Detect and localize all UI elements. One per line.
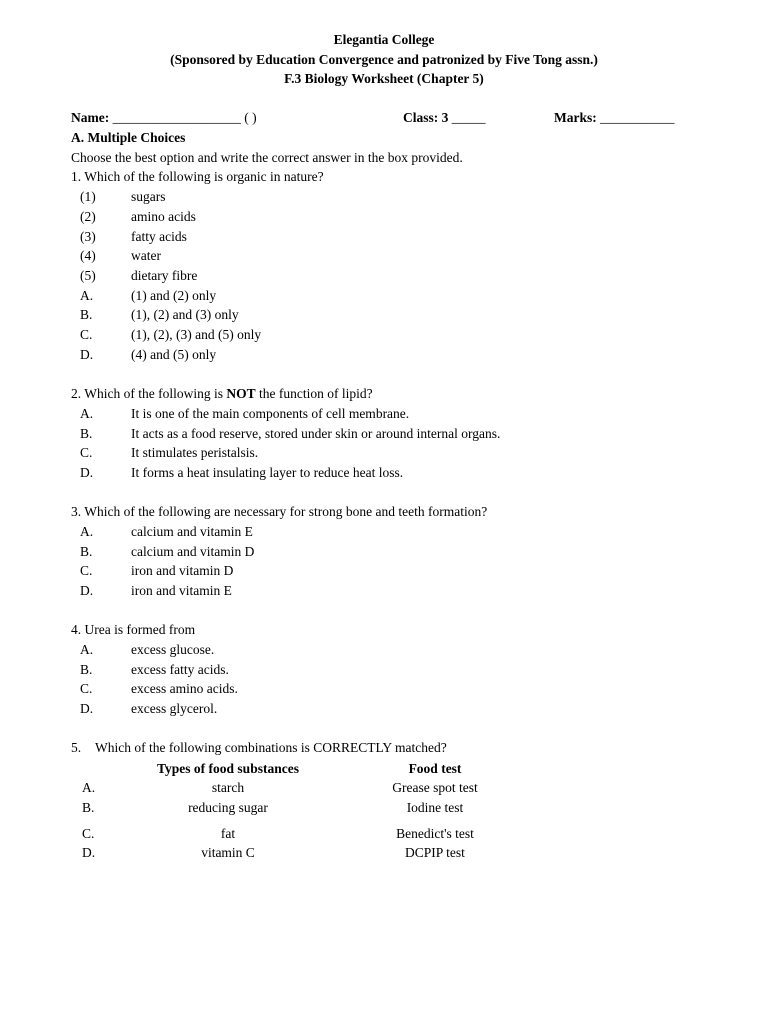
q1-item-text: water [131,248,161,263]
q1-item-text: amino acids [131,209,196,224]
q1-item-text: dietary fibre [131,268,198,283]
q2-option-text: It is one of the main components of cell membrane. [131,406,410,421]
q1-option-mark: B. [80,307,93,322]
q3-option-mark: A. [80,524,94,539]
section-title: A. Multiple Choices [71,130,186,145]
q2-option-mark: C. [80,445,93,460]
name-field [71,111,257,125]
q3-option-text: calcium and vitamin D [131,544,255,559]
class-blank: _____ [451,110,486,125]
q5-row-mark: A. [82,780,96,795]
worksheet-title: F.3 Biology Worksheet (Chapter 5) [284,71,484,86]
q3-option-text: calcium and vitamin E [131,524,253,539]
q2-stem-post: the function of lipid? [255,386,373,401]
name-blank: ___________________ ( ) [112,110,257,125]
q4-option-text: excess glucose. [131,642,215,657]
q5-row-test: Benedict's test [396,826,474,841]
q1-option-text: (1), (2) and (3) only [131,307,239,322]
marks-label: Marks: [554,110,597,125]
section-instruction: Choose the best option and write the correct answer in the box provided. [71,150,463,165]
q3-stem: 3. Which of the following are necessary for strong bone and teeth formation? [71,504,488,519]
class-label: Class: 3 [403,110,449,125]
q5-row-mark: C. [82,826,95,841]
q5-row-mark: D. [82,845,96,860]
q1-item-mark: (5) [80,268,96,283]
q3-option-mark: C. [80,563,93,578]
q2-option-text: It forms a heat insulating layer to reduce heat loss. [131,465,404,480]
q5-row-test: DCPIP test [405,845,465,860]
class-field [403,111,486,125]
q1-stem: 1. Which of the following is organic in nature? [71,169,324,184]
q1-option-mark: D. [80,347,94,362]
q1-item-mark: (4) [80,248,96,263]
q1-item-text: fatty acids [131,229,187,244]
q5-col-test: Food test [408,761,462,776]
q5-number: 5. [71,740,82,755]
school-name: Elegantia College [333,32,435,47]
q5-row-test: Grease spot test [392,780,478,795]
marks-field [554,111,674,125]
q1-option-mark: C. [80,327,93,342]
q4-option-mark: C. [80,681,93,696]
q2-stem-emphasis: NOT [226,386,256,401]
name-label: Name: [71,110,110,125]
q5-stem: Which of the following combinations is CORRECTLY matched? [95,740,447,755]
q3-option-mark: D. [80,583,94,598]
q1-item-mark: (1) [80,189,96,204]
q1-item-mark: (2) [80,209,96,224]
q4-option-text: excess glycerol. [131,701,218,716]
q4-option-mark: B. [80,662,93,677]
q5-row-food: vitamin C [201,845,255,860]
q3-option-text: iron and vitamin E [131,583,232,598]
q2-stem-pre: 2. Which of the following is [71,386,227,401]
q1-item-mark: (3) [80,229,96,244]
q5-col-food: Types of food substances [157,761,299,776]
q5-row-mark: B. [82,800,95,815]
q4-option-text: excess amino acids. [131,681,238,696]
q4-option-mark: D. [80,701,94,716]
q3-option-text: iron and vitamin D [131,563,234,578]
q5-row-test: Iodine test [406,800,464,815]
q2-option-text: It stimulates peristalsis. [131,445,259,460]
sponsor-line: (Sponsored by Education Convergence and patronized by Five Tong assn.) [170,52,598,67]
q2-option-mark: A. [80,406,94,421]
q5-row-food: reducing sugar [188,800,268,815]
q2-stem [71,387,373,401]
q4-stem: 4. Urea is formed from [71,622,196,637]
q1-item-text: sugars [131,189,166,204]
q1-option-text: (1) and (2) only [131,288,217,303]
q4-option-text: excess fatty acids. [131,662,229,677]
marks-blank: ___________ [600,110,675,125]
q2-option-text: It acts as a food reserve, stored under skin or around internal organs. [131,426,501,441]
q5-row-food: starch [211,780,245,795]
q3-option-mark: B. [80,544,93,559]
q2-option-mark: D. [80,465,94,480]
q1-option-text: (1), (2), (3) and (5) only [131,327,262,342]
q4-option-mark: A. [80,642,94,657]
q1-option-text: (4) and (5) only [131,347,217,362]
q5-row-food: fat [220,826,236,841]
q1-option-mark: A. [80,288,94,303]
q2-option-mark: B. [80,426,93,441]
